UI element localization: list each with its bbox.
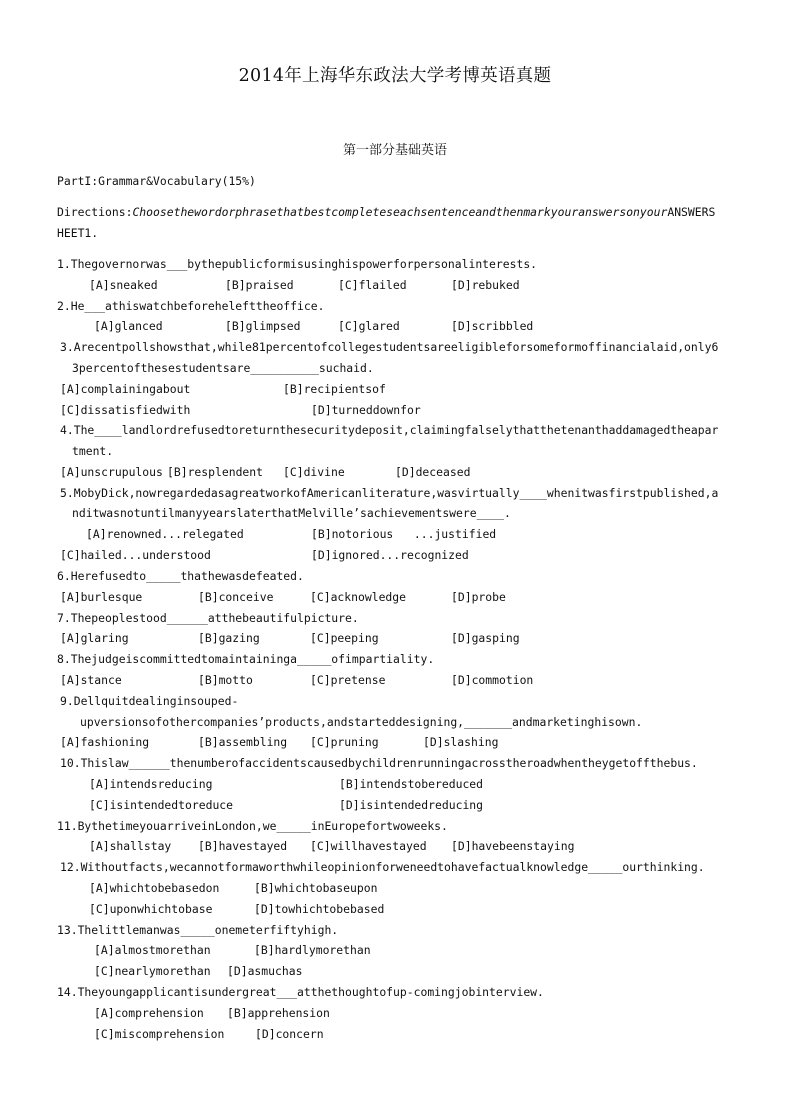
question-1-option-d: [D]rebuked	[451, 278, 520, 292]
directions-tail: ANSWERS	[667, 205, 716, 219]
question-1-option-c: [C]flailed	[338, 278, 407, 292]
question-13-option-d: [D]asmuchas	[227, 964, 303, 978]
question-12-option-a: [A]whichtobebasedon	[89, 881, 220, 895]
question-10-option-a: [A]intendsreducing	[89, 777, 213, 791]
question-3-option-c: [C]dissatisfiedwith	[60, 403, 191, 417]
question-1-stem: 1.Thegovernorwas___bythepublicformisusinghispowerforpersonalinterests.	[57, 257, 538, 271]
question-12-option-c: [C]uponwhichtobase	[89, 902, 213, 916]
directions-line-2: HEET1.	[57, 226, 99, 240]
document-title: 2014年上海华东政法大学考博英语真题	[238, 66, 552, 86]
question-7-option-a: [A]glaring	[60, 631, 129, 645]
question-11-option-d: [D]havebeenstaying	[451, 839, 575, 853]
question-6-option-c: [C]acknowledge	[310, 590, 407, 604]
question-6-stem: 6.Herefusedto_____thathewasdefeated.	[57, 569, 304, 583]
question-11-option-c: [C]willhavestayed	[310, 839, 427, 853]
question-8-option-b: [B]motto	[198, 673, 253, 687]
question-9-option-b: [B]assembling	[198, 735, 288, 749]
question-8-stem: 8.Thejudgeiscommittedtomaintaininga_____ofimpartiality.	[57, 652, 435, 666]
question-5-option-d: [D]ignored...recognized	[311, 548, 469, 562]
question-2-stem: 2.He___athiswatchbeforehelefttheoffice.	[57, 299, 325, 313]
question-7-stem: 7.Thepeoplestood______atthebeautifulpicture.	[57, 611, 359, 625]
question-13-option-a: [A]almostmorethan	[94, 943, 211, 957]
question-4-stem: 4.The____landlordrefusedtoreturnthesecuritydeposit,claimingfalselythatthetenanthaddamagedtheapar	[60, 423, 719, 437]
question-3-option-b: [B]recipientsof	[283, 382, 386, 396]
question-9-stem: 9.Dellquitdealinginsouped-	[60, 694, 239, 708]
question-3-option-d: [D]turneddownfor	[311, 403, 421, 417]
question-5-stem: 5.MobyDick,nowregardedasagreatworkofAmericanliterature,wasvirtually____whenitwasfirstpublished,a	[60, 486, 719, 500]
question-9-option-a: [A]fashioning	[60, 735, 150, 749]
question-10-option-c: [C]isintendedtoreduce	[89, 798, 234, 812]
part-heading: PartI:Grammar&Vocabulary(15%)	[57, 174, 256, 188]
question-2-option-b: [B]glimpsed	[225, 319, 301, 333]
section-title: 第一部分基础英语	[342, 143, 447, 158]
question-7-option-d: [D]gasping	[451, 631, 520, 645]
question-6-option-d: [D]probe	[451, 590, 506, 604]
question-9-option-c: [C]pruning	[310, 735, 379, 749]
question-12-stem: 12.Withoutfacts,wecannotformaworthwhileopinionforweneedtohavefactualknowledge_____ourthinking.	[60, 860, 705, 874]
question-14-option-d: [D]concern	[255, 1027, 324, 1041]
question-4-option-a: [A]unscrupulous	[60, 465, 163, 479]
question-11-option-a: [A]shallstay	[89, 839, 172, 853]
question-14-option-c: [C]miscomprehension	[94, 1027, 225, 1041]
question-5-stem: nditwasnotuntilmanyyearslaterthatMelville’sachievementswere____.	[72, 506, 511, 520]
question-8-option-d: [D]commotion	[451, 673, 534, 687]
question-6-option-a: [A]burlesque	[60, 590, 143, 604]
question-7-option-b: [B]gazing	[198, 631, 260, 645]
question-7-option-c: [C]peeping	[310, 631, 379, 645]
question-14-stem: 14.Theyoungapplicantisundergreat___atthethoughtofup-comingjobinterview.	[57, 985, 544, 999]
question-5-option-c: [C]hailed...understood	[60, 548, 211, 562]
question-1-option-b: [B]praised	[225, 278, 294, 292]
question-3-option-a: [A]complainingabout	[60, 382, 191, 396]
question-2-option-c: [C]glared	[338, 319, 400, 333]
question-3-stem: 3percentofthesestudentsare__________suchaid.	[72, 361, 374, 375]
question-10-option-d: [D]isintendedreducing	[339, 798, 484, 812]
question-1-option-a: [A]sneaked	[89, 278, 158, 292]
directions-label: Directions:	[57, 205, 133, 219]
question-8-option-c: [C]pretense	[310, 673, 386, 687]
question-9-option-d: [D]slashing	[423, 735, 499, 749]
question-5-option-b: [B]notorious ...justified	[311, 527, 497, 541]
question-12-option-d: [D]towhichtobebased	[254, 902, 385, 916]
question-4-option-c: [C]divine	[283, 465, 345, 479]
question-4-stem: tment.	[72, 444, 114, 458]
question-14-option-b: [B]apprehension	[227, 1006, 330, 1020]
question-13-stem: 13.Thelittlemanwas_____onemeterfiftyhigh.	[57, 923, 339, 937]
question-9-stem: upversionsofothercompanies’products,andstarteddesigning,_______andmarketinghisown.	[80, 715, 643, 729]
question-13-option-b: [B]hardlymorethan	[254, 943, 371, 957]
question-6-option-b: [B]conceive	[198, 590, 274, 604]
question-11-stem: 11.BythetimeyouarriveinLondon,we_____inEuropefortwoweeks.	[57, 819, 448, 833]
question-4-option-b: [B]resplendent	[167, 465, 264, 479]
question-12-option-b: [B]whichtobaseupon	[254, 881, 378, 895]
question-2-option-a: [A]glanced	[94, 319, 163, 333]
question-10-stem: 10.Thislaw______thenumberofaccidentscausedbychildrenrunningacrosstheroadwhentheygetoffthebus.	[60, 756, 698, 770]
question-3-stem: 3.Arecentpollshowsthat,while81percentofcollegestudentsareeligibleforsomeformoffinancialaid,only6	[60, 340, 719, 354]
question-5-option-a: [A]renowned...relegated	[86, 527, 244, 541]
question-14-option-a: [A]comprehension	[94, 1006, 204, 1020]
question-13-option-c: [C]nearlymorethan	[94, 964, 211, 978]
question-4-option-d: [D]deceased	[395, 465, 471, 479]
question-2-option-d: [D]scribbled	[451, 319, 534, 333]
question-11-option-b: [B]havestayed	[198, 839, 288, 853]
question-8-option-a: [A]stance	[60, 673, 122, 687]
directions-text: Choosethewordorphrasethatbestcompleteseachsentenceandthenmarkyouranswersonyour	[132, 205, 668, 219]
directions-line-1	[57, 205, 715, 219]
question-10-option-b: [B]intendstobereduced	[339, 777, 484, 791]
